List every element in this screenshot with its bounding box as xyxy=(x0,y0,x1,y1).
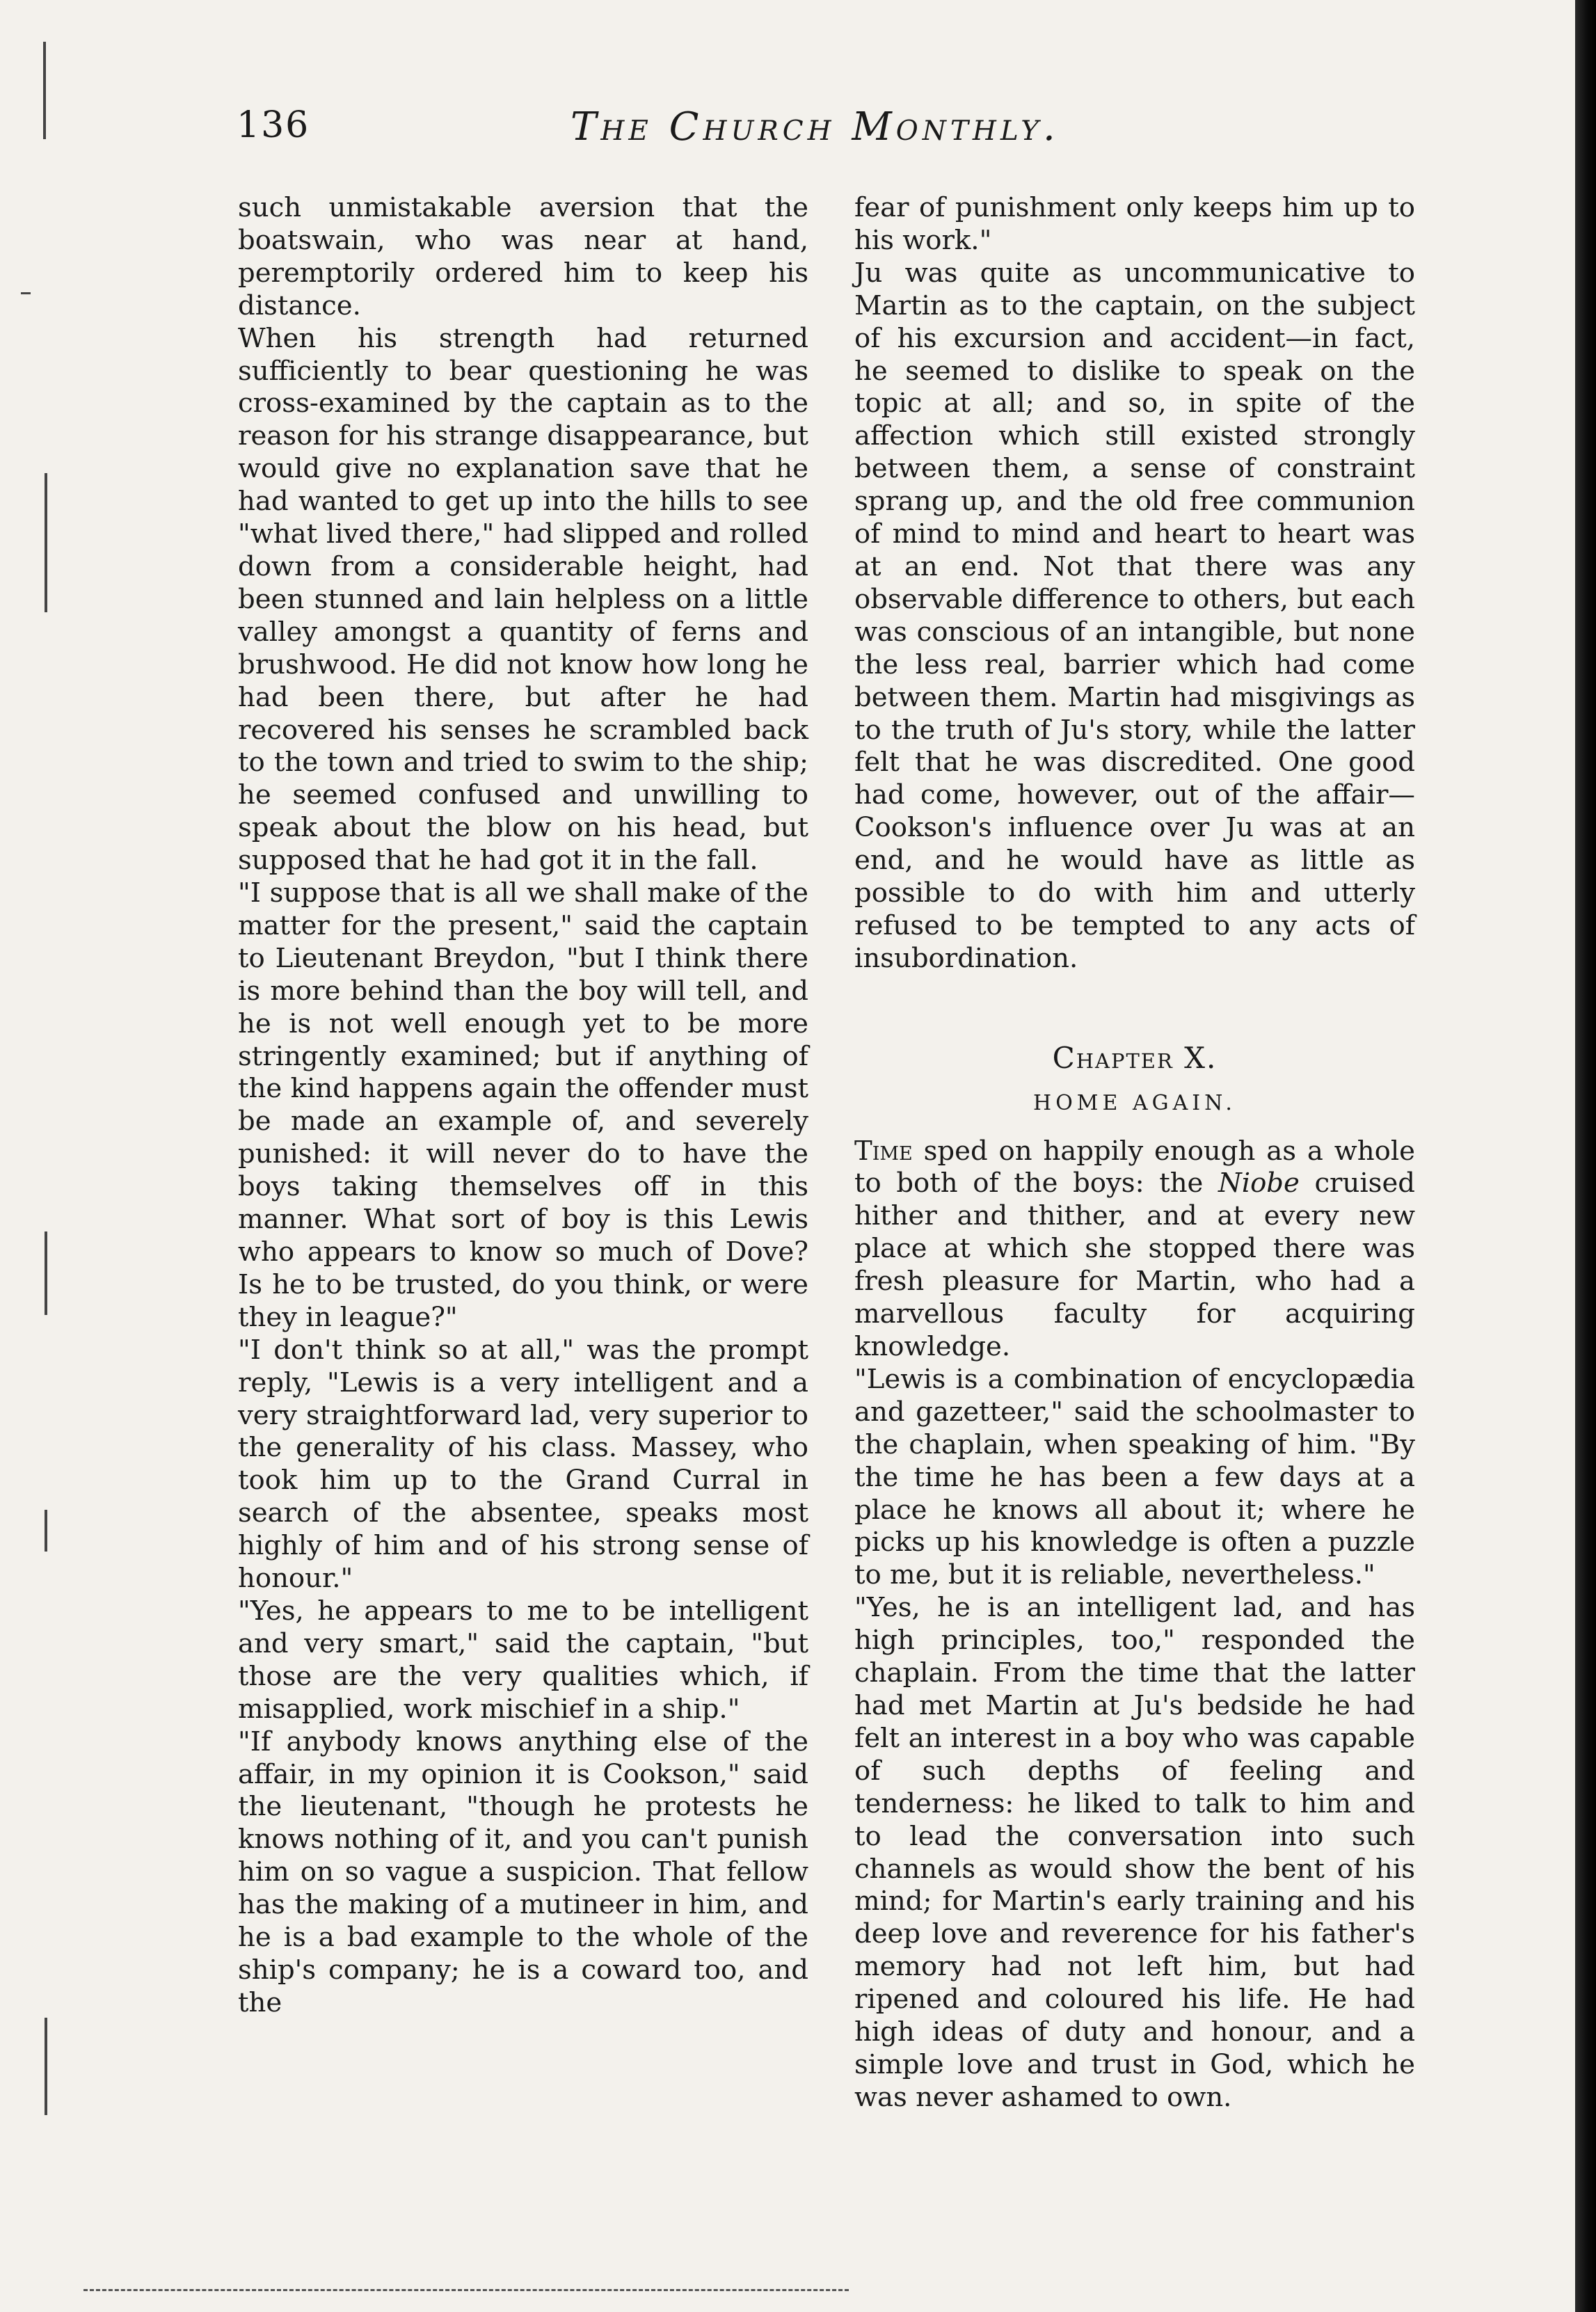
margin-mark xyxy=(45,2018,47,2115)
chapter-subtitle: HOME AGAIN. xyxy=(1033,1090,1236,1115)
paragraph: such unmistakable aversion that the boatswain, who was near at hand, peremptorily ordered him to keep his distance. xyxy=(238,192,808,321)
bottom-rule xyxy=(83,2289,849,2291)
paragraph: fear of punishment only keeps him up to his work." xyxy=(854,192,1415,256)
binding-edge xyxy=(1575,0,1596,2312)
paragraph: "Lewis is a combination of encyclopædia and gazetteer," said the schoolmaster to the chaplain, when speaking of him. "By the time he has been a few days at a place he knows all about it; where he picks up his knowledge is often a puzzle to me, but it is reliable, nevertheless." xyxy=(854,1363,1415,1591)
ship-name: Niobe xyxy=(1218,1167,1300,1199)
left-column xyxy=(238,192,808,2020)
paragraph: "Yes, he is an intelligent lad, and has high principles, too," responded the chaplain. From the time that the latter had met Martin at Ju's bedside he had felt an interest in a boy who was capable of such depths of feeling and tenderness: he liked to talk to him and to lead the conversation into such channels as would show the bent of his mind; for Martin's early training and his deep love and reverence for his father's memory had not left him, but had ripened and coloured his life. He had high ideas of duty and honour, and a simple love and trust in God, which he was never ashamed to own. xyxy=(854,1592,1415,2113)
chapter-heading: Chapter X. xyxy=(1052,1040,1218,1075)
journal-title: The Church Monthly. xyxy=(570,104,1060,150)
right-column xyxy=(854,192,1415,2114)
running-head xyxy=(237,104,1141,160)
margin-mark xyxy=(21,292,31,294)
paragraph: "I don't think so at all," was the prompt reply, "Lewis is a very intelligent and a very straightforward lad, very superior to the generality of his class. Massey, who took him up to the Grand Curral in search of the absentee, speaks most highly of him and of his strong sense of honour." xyxy=(238,1334,808,1595)
paragraph: Ju was quite as uncommunicative to Martin as to the captain, on the subject of his excursion and accident—in fact, he seemed to dislike to speak on the topic at all; and so, in spite of the affection which still existed strongly between them, a sense of constraint sprang up, and the old free communion of mind to mind and heart to heart was at an end. Not that there was any observable difference to others, but each was conscious of an intangible, but none the less real, barrier which had come between them. Martin had misgivings as to the truth of Ju's story, while the latter felt that he was discredited. One good had come, however, out of the affair—Cookson's influence over Ju was at an end, and he would have as little as possible to do with him and utterly refused to be tempted to any acts of insubordination. xyxy=(854,257,1415,974)
paragraph: "If anybody knows anything else of the affair, in my opinion it is Cookson," said the lieutenant, "though he protests he knows nothing of it, and you can't punish him on so vague a suspicion. That fellow has the making of a mutineer in him, and he is a bad example to the whole of the ship's company; he is a coward too, and the xyxy=(238,1725,808,2018)
paragraph: "Yes, he appears to me to be intelligent and very smart," said the captain, "but those are the very qualities which, if misapplied, work mischief in a ship." xyxy=(238,1595,808,1725)
page-number: 136 xyxy=(237,104,310,146)
margin-mark xyxy=(45,473,47,612)
paragraph-text: cruised hither and thither, and at every new place at which she stopped there was fresh pleasure for Martin, who had a marvellous faculty for acquiring knowledge. xyxy=(854,1167,1415,1362)
paragraph: "I suppose that is all we shall make of the matter for the present," said the captain to Lieutenant Breydon, "but I think there is more behind than the boy will tell, and he is not well enough yet to be more stringently examined; but if anything of the kind happens again the offender must be made an example of, and severely punished: it will never do to have the boys taking themselves off in this manner. What sort of boy is this Lewis who appears to know so much of Dove? Is he to be trusted, do you think, or were they in league?" xyxy=(238,877,808,1333)
paragraph: When his strength had returned sufficiently to bear questioning he was cross-examined by the captain as to the reason for his strange disappearance, but would give no explanation save that he had wanted to get up into the hills to see "what lived there," had slipped and rolled down from a considerable height, had been stunned and lain helpless on a little valley amongst a quantity of ferns and brushwood. He did not know how long he had been there, but after he had recovered his senses he scrambled back to the town and tried to swim to the ship; he seemed confused and unwilling to speak about the blow on his head, but supposed that he had got it in the fall. xyxy=(238,322,808,877)
margin-mark xyxy=(45,1231,47,1315)
paragraph-text: sped on happily enough as a whole to both of the boys: the xyxy=(854,1135,1415,1199)
margin-mark xyxy=(45,1510,47,1552)
drop-word: Time xyxy=(854,1135,913,1167)
margin-mark xyxy=(43,42,46,139)
paragraph xyxy=(854,1135,1415,1364)
